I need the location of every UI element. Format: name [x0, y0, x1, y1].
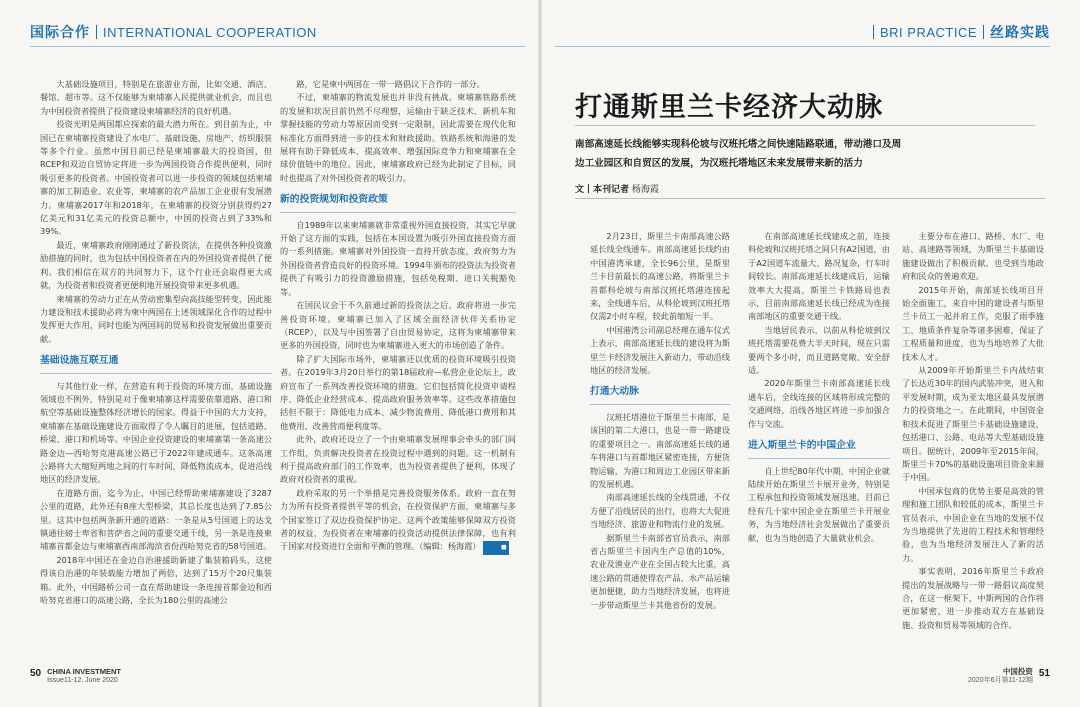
body-paragraph: 中国港湾公司副总经理在通车仪式上表示，南部高速延长线的建设将为斯里兰卡经济发展注入新动力，带动沿线地区的经济发展。	[590, 324, 730, 376]
byline-rule	[575, 198, 1045, 199]
body-paragraph: 事实表明，2016年斯里兰卡政府提出的发展战略与一带一路倡议高度契合，在这一框架下，中斯两国的合作将更加紧密，进一步推动双方在基础设施、投资和贸易等领域的合作。	[902, 566, 1044, 630]
subheading-rule	[590, 404, 730, 405]
subheading: 基础设施互联互通	[40, 355, 119, 367]
body-paragraph: 2018年中国还在金边自治港援助新建了集装箱码头，这使得该自治港的年装载能力增加了两倍，达到了15万个20尺集装箱。此外，中国路桥公司一直在帮助建设一条连接首都金边和西哈努克省港口的高速公路，全长为180公里的高速公	[40, 554, 272, 606]
subheading: 新的投资规划和投资政策	[280, 194, 388, 206]
body-paragraph: 大基础设施项目，特别是在旅游业方面，比如交通、酒店、餐馆、超市等。这不仅能够为柬埔寨人民提供就业机会，而且也为中国投资者提供了投资建设柬埔寨经济的良好机遇。	[40, 79, 272, 116]
section-label-cn: 国际合作	[30, 25, 90, 41]
publication-info	[968, 668, 1033, 685]
section-label-cn: 丝路实践	[990, 25, 1050, 41]
publication-name: CHINA INVESTMENT	[47, 667, 122, 676]
subheading: 打通大动脉	[590, 386, 639, 398]
publication-issue: Issue11-12, June 2020	[47, 677, 118, 684]
body-paragraph	[280, 487, 516, 555]
editor-credit: （编辑：杨海霞）	[419, 541, 481, 552]
right-page-column-3	[902, 230, 1044, 660]
body-paragraph: 2020年斯里兰卡南部高速延长线通车后，全线连接的区域将形成完整的交通网络，沿线各地区将进一步加强合作与交流。	[748, 378, 890, 429]
body-paragraph: 柬埔寨的劳动力正在从劳动密集型向高技能型转变，因此能力建设和技术援助必将为柬中两国在上述领域深化合作的过程中发挥更大作用，同时也能为两国间的贸易和投资发展做出重要贡献。	[40, 293, 272, 344]
right-running-header	[867, 22, 1050, 42]
subheading: 进入斯里兰卡的中国企业	[748, 440, 856, 452]
body-paragraph: 此外，政府还设立了一个由柬埔寨发展理事会牵头的部门间工作组，负责解决投资者在投资过程中遇到的问题。这一机制有利于提高政府部门的工作效率，也为投资者提供了便利，体现了政府对投资者的重视。	[280, 434, 516, 485]
body-paragraph: 在国民议会于不久前通过新的投资法之后，政府将进一步完善投资环境。柬埔寨已加入了区域全面经济伙伴关系协定（RCEP），以及与中国签署了自由贸易协定，这将为柬埔寨带来更多的外国投资，同时也为柬埔寨进入更大的市场创造了条件。	[280, 300, 516, 351]
page-number: 51	[1038, 668, 1050, 679]
header-rule-right	[555, 46, 1050, 47]
body-paragraph: 不过，柬埔寨的物流发展也并非没有挑战。柬埔寨铁路系统的发展和状况目前仍然不尽理想，运输由于缺乏技术、新机车和掌握技能的劳动力等原因而受到一定限制，因此需要在现代化和标准化方面得到进一步的技术和财政援助。铁路系统和海港的发展将有助于降低成本、提高效率、增强国际竞争力和柬埔寨在全球价值链中的地位。因此，柬埔寨政府已经为此制定了目标，同时也提高了对外国投资者的吸引力。	[280, 92, 516, 183]
end-mark-icon: ◼	[483, 541, 509, 554]
left-page-column-1	[40, 78, 272, 658]
body-paragraph: 在南部高速延长线建成之前，连接科伦坡和汉班托塔之间只有A2国道，由于A2国道车流量大、路况复杂，行车时间较长。南部高速延长线建成后，运输效率大大提高，斯里兰卡铁路局也表示，目前南部高速延长线已经成为连接南部地区的重要交通干线。	[748, 231, 890, 322]
publication-issue: 2020年6月第11-12期	[968, 677, 1033, 684]
byline	[575, 182, 659, 195]
body-paragraph: 2月23日，斯里兰卡南部高速公路延长线全线通车。南部高速延长线约由中国港湾承建，全长96公里，是斯里兰卡目前最长的高速公路，将斯里兰卡首都科伦坡与南部汉班托塔港连接起来，全线通车后，从科伦坡到汉班托塔仅需2小时车程，较此前缩短一半。	[590, 231, 730, 322]
header-rule-left	[30, 46, 525, 47]
body-paragraph: 最近，柬埔寨政府刚刚通过了新投资法，在提供各种投资激励措施的同时，也为包括中国投资者在内的外国投资者提供了便利。我们相信在双方的共同努力下，这个行业还会取得更大成就，为投资者和投资者更便利地开展投资带来更多机遇。	[40, 239, 272, 291]
article-lead: 南部高速延长线能够实现科伦坡与汉班托塔之间快速陆路联通，带动港口及周边工业园区和自贸区的发展，为汉班托塔地区未来发展带来新的活力	[575, 139, 902, 169]
body-paragraph: 从2009年开始斯里兰卡内战结束了长达近30年的国内武装冲突，进入和平发展时期，成为亚太地区最具发展潜力的投资地之一。在此期间，中国资金和技术促进了斯里兰卡基础设施建设，包括港口、公路、电站等大型基础设施项目。据统计，2009年至2015年间，斯里兰卡70%的基础设施项目资金来源于中国。	[902, 365, 1044, 483]
body-paragraph: 除了扩大国际市场外，柬埔寨还以优质的投资环境吸引投资者。在2019年3月20日举行的第18届政府—私营企业论坛上，政府宣布了一系列改善投资环境的措施。它们包括简化投资申请程序、降低企业经营成本、提高政府服务效率等。这些改革措施包括但不限于：降低电力成本、减少物流费用、降低港口费用和其他费用、改善营商便利度等。	[280, 353, 516, 431]
right-footer	[968, 668, 1050, 685]
section-label-en: BRI PRACTICE	[879, 24, 977, 40]
article-title: 打通斯里兰卡经济大动脉	[575, 92, 883, 123]
body-paragraph: 投资光明是两国都应探索的最大潜力所在。到目前为止，中国已在柬埔寨投资建设了水电厂、基础设施、房地产、纺织服装等多个行业。虽然中国目前已经是柬埔寨最大的投资国，但RCEP和双边自贸协定将进一步为两国投资合作提供便利，同时吸引更多的投资者。中国投资者可以进一步投资的领域包括柬埔寨的加工制造业、农业等，柬埔寨的农产品加工企业很有发展潜力。柬埔寨2017年和2018年，在柬埔寨的投资分别获得约27亿美元和31亿美元的投资总额中，中国的投资占到了33%和39%。	[40, 119, 272, 237]
body-paragraph: 南部高速延长线的全线贯通，不仅方便了沿线居民的出行，也将大大促进当地经济、旅游业和物流行业的发展。	[590, 492, 730, 530]
left-footer	[30, 668, 121, 685]
subheading-rule	[748, 458, 890, 459]
left-page-column-2	[280, 78, 516, 658]
body-paragraph: 主要分布在港口、路桥、水厂、电站、高速路等领域，为斯里兰卡基础设施建设做出了积极贡献，也受到当地政府和民众的普遍欢迎。	[902, 231, 1044, 282]
body-paragraph: 自上世纪80年代中期，中国企业就陆续开始在斯里兰卡展开业务，特别是工程承包和投资领域发展迅速，目前已经有几十家中国企业在斯里兰卡开展业务，为当地经济社会发展做出了重要贡献，也为当地创造了大量就业机会。	[748, 465, 890, 543]
page-gutter	[538, 0, 542, 707]
right-page-column-2	[748, 230, 890, 660]
body-paragraph: 与其他行业一样，在营造有利于投资的环境方面，基础设施领域也不例外，特别是对于像柬埔寨这样需要依靠道路、港口和航空等基础设施整体经济增长的国家。得益于中国的大力支持，柬埔寨在基础设施建设方面取得了令人瞩目的进展，包括道路、桥梁、港口和机场等。中国企业投资建设的柬埔寨第一条高速公路金边—西哈努克港高速公路已于2022年建成通车。这条高速公路将大大缩短两地之间的行车时间，降低物流成本，促进沿线地区的经济发展。	[40, 380, 272, 485]
body-paragraph: 当地居民表示，以前从科伦坡到汉班托塔需要花费大半天时间，现在只需要两个多小时，而且道路宽敞、安全舒适。	[748, 324, 890, 376]
right-page-column-1	[590, 230, 730, 660]
header-divider	[983, 25, 984, 39]
byline-label: 文丨本刊记者	[575, 185, 630, 195]
body-paragraph: 汉班托塔港位于斯里兰卡南部，是该国的第二大港口，也是一带一路建设的重要项目之一。南部高速延长线的通车将港口与首都地区紧密连接，方便货物运输，为港口和周边工业园区带来新的发展机遇。	[590, 411, 730, 489]
header-divider	[96, 25, 97, 39]
body-paragraph: 中国承包商的优势主要是高效的管理和施工团队和较低的成本，斯里兰卡官员表示，中国企业在当地的发展不仅为当地提供了先进的工程技术和管理经验，也为当地经济发展注入了新的活力。	[902, 485, 1044, 563]
publication-info	[47, 668, 121, 685]
subheading-rule	[280, 212, 516, 213]
subheading-rule	[40, 373, 272, 374]
body-paragraph: 在道路方面，迄今为止，中国已经帮助柬埔寨建设了3287公里的道路，此外还有8座大型桥梁，其总长度也达到了7.85公里。这其中包括两条新开通的道路：一条是从5号国道上的达戈镇通往磅士卑省和菩萨省之间的重要交通干线，另一条是连接柬埔寨首都金边与柬埔寨西南部海滨省份西哈努克省的58号国道。	[40, 487, 272, 552]
header-divider	[873, 25, 874, 39]
body-text: 政府采取的另一个举措是完善投资服务体系。政府一直在努力为所有投资者提供平等的机会，在投资保护方面，柬埔寨与多个国家签订了双边投资保护协定。这两个政策能够保障双方投资者的权益，为投资者在柬埔寨的投资活动提供法律保障，也有利于国家对投资进行全面和平衡的管理。	[280, 487, 516, 552]
body-paragraph: 2015年开始，南部延长线项目开始全面施工，来自中国的建设者与斯里兰卡员工一起并肩工作，克服了雨季施工、地质条件复杂等诸多困难，保证了工程质量和进度，也为当地培养了大批技术人才。	[902, 284, 1044, 362]
publication-name: 中国投资	[1002, 667, 1033, 676]
title-rule	[575, 125, 1035, 126]
body-paragraph: 据斯里兰卡南部省官员表示，南部省占斯里兰卡国内生产总值的10%，农业及渔业产业在全国占较大比重，高速公路的贯通使得农产品、水产品运输更加便捷，助力当地经济发展，也将进一步带动斯里兰卡其他省份的发展。	[590, 532, 730, 610]
body-paragraph: 路，它是柬中两国在一带一路倡议下合作的一部分。	[296, 79, 485, 89]
left-running-header	[30, 22, 317, 42]
byline-author: 杨海霞	[631, 185, 659, 195]
section-label-en: INTERNATIONAL COOPERATION	[103, 24, 317, 40]
page-number: 50	[30, 668, 42, 679]
body-paragraph: 自1989年以来柬埔寨就非常重视外国直接投资，其实它早就开始了这方面的实践，包括在本国设置为吸引外国直接投资方面的一系列措施。柬埔寨对外国投资一直持开放态度，政府努力为外国投资者营造良好的投资环境。1994年颁布的投资法为投资者提供了有吸引力的投资激励措施，包括免税期、进口关税豁免等。	[280, 219, 516, 297]
